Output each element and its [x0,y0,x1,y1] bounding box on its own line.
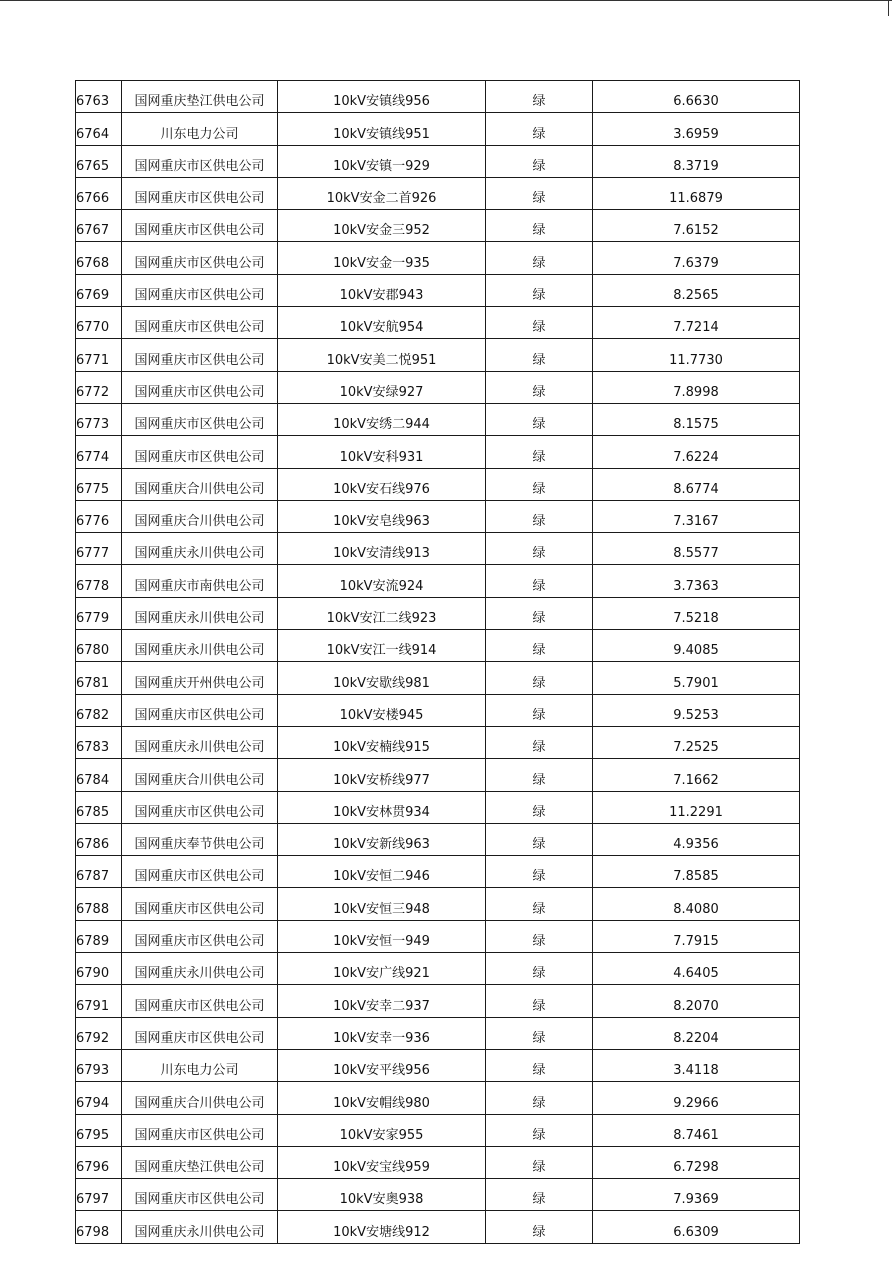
row-number-cell: 6769 [76,274,122,306]
row-number-cell: 6772 [76,371,122,403]
row-number-cell: 6791 [76,985,122,1017]
line-name-cell: 10kV安家955 [278,1114,486,1146]
table-body [76,81,800,1244]
table-row [76,371,800,403]
table-row [76,565,800,597]
line-name-cell: 10kV安林贯934 [278,791,486,823]
status-color-cell: 绿 [486,1146,593,1178]
table-row [76,888,800,920]
company-name-cell: 国网重庆市区供电公司 [122,371,278,403]
status-color-cell: 绿 [486,113,593,145]
value-cell: 8.2204 [593,1017,800,1049]
row-number-cell: 6790 [76,953,122,985]
value-cell: 8.6774 [593,468,800,500]
company-name-cell: 国网重庆市区供电公司 [122,339,278,371]
value-cell: 6.6309 [593,1211,800,1243]
table-row [76,726,800,758]
row-number-cell: 6782 [76,694,122,726]
company-name-cell: 国网重庆市区供电公司 [122,1114,278,1146]
row-number-cell: 6798 [76,1211,122,1243]
status-color-cell: 绿 [486,500,593,532]
company-name-cell: 国网重庆市区供电公司 [122,985,278,1017]
status-color-cell: 绿 [486,920,593,952]
line-name-cell: 10kV安金二首926 [278,177,486,209]
company-name-cell: 国网重庆市区供电公司 [122,920,278,952]
table-row [76,468,800,500]
status-color-cell: 绿 [486,1049,593,1081]
company-name-cell: 川东电力公司 [122,1049,278,1081]
table-row [76,81,800,113]
row-number-cell: 6777 [76,533,122,565]
company-name-cell: 国网重庆市区供电公司 [122,1179,278,1211]
table-row [76,1017,800,1049]
company-name-cell: 国网重庆永川供电公司 [122,726,278,758]
company-name-cell: 国网重庆市区供电公司 [122,145,278,177]
value-cell: 11.7730 [593,339,800,371]
status-color-cell: 绿 [486,242,593,274]
status-color-cell: 绿 [486,1017,593,1049]
status-color-cell: 绿 [486,856,593,888]
row-number-cell: 6779 [76,597,122,629]
company-name-cell: 国网重庆市南供电公司 [122,565,278,597]
table-row [76,1049,800,1081]
row-number-cell: 6770 [76,307,122,339]
value-cell: 7.8998 [593,371,800,403]
value-cell: 6.7298 [593,1146,800,1178]
row-number-cell: 6792 [76,1017,122,1049]
company-name-cell: 国网重庆垫江供电公司 [122,1146,278,1178]
line-name-cell: 10kV安宝线959 [278,1146,486,1178]
line-name-cell: 10kV安江一线914 [278,630,486,662]
status-color-cell: 绿 [486,565,593,597]
row-number-cell: 6797 [76,1179,122,1211]
line-name-cell: 10kV安楼945 [278,694,486,726]
status-color-cell: 绿 [486,468,593,500]
value-cell: 8.2070 [593,985,800,1017]
table-row [76,630,800,662]
line-name-cell: 10kV安楠线915 [278,726,486,758]
line-name-cell: 10kV安帽线980 [278,1082,486,1114]
line-name-cell: 10kV安广线921 [278,953,486,985]
data-table [75,80,800,1244]
row-number-cell: 6793 [76,1049,122,1081]
value-cell: 8.2565 [593,274,800,306]
row-number-cell: 6795 [76,1114,122,1146]
row-number-cell: 6780 [76,630,122,662]
row-number-cell: 6775 [76,468,122,500]
table-row [76,985,800,1017]
line-name-cell: 10kV安镇线956 [278,81,486,113]
row-number-cell: 6765 [76,145,122,177]
company-name-cell: 国网重庆永川供电公司 [122,1211,278,1243]
status-color-cell: 绿 [486,81,593,113]
status-color-cell: 绿 [486,145,593,177]
table-row [76,1146,800,1178]
company-name-cell: 国网重庆市区供电公司 [122,307,278,339]
company-name-cell: 国网重庆合川供电公司 [122,759,278,791]
value-cell: 9.4085 [593,630,800,662]
row-number-cell: 6778 [76,565,122,597]
row-number-cell: 6788 [76,888,122,920]
company-name-cell: 国网重庆市区供电公司 [122,791,278,823]
line-name-cell: 10kV安塘线912 [278,1211,486,1243]
status-color-cell: 绿 [486,533,593,565]
value-cell: 7.3167 [593,500,800,532]
table-row [76,533,800,565]
value-cell: 3.7363 [593,565,800,597]
line-name-cell: 10kV安金三952 [278,210,486,242]
value-cell: 3.6959 [593,113,800,145]
row-number-cell: 6776 [76,500,122,532]
status-color-cell: 绿 [486,1114,593,1146]
line-name-cell: 10kV安江二线923 [278,597,486,629]
line-name-cell: 10kV安绿927 [278,371,486,403]
status-color-cell: 绿 [486,823,593,855]
company-name-cell: 国网重庆开州供电公司 [122,662,278,694]
status-color-cell: 绿 [486,791,593,823]
value-cell: 5.7901 [593,662,800,694]
table-row [76,953,800,985]
status-color-cell: 绿 [486,403,593,435]
value-cell: 3.4118 [593,1049,800,1081]
row-number-cell: 6785 [76,791,122,823]
table-row [76,791,800,823]
line-name-cell: 10kV安新线963 [278,823,486,855]
row-number-cell: 6794 [76,1082,122,1114]
line-name-cell: 10kV安镇一929 [278,145,486,177]
value-cell: 11.2291 [593,791,800,823]
value-cell: 7.7214 [593,307,800,339]
value-cell: 7.6379 [593,242,800,274]
value-cell: 4.9356 [593,823,800,855]
value-cell: 8.3719 [593,145,800,177]
line-name-cell: 10kV安恒二946 [278,856,486,888]
table-row [76,1082,800,1114]
status-color-cell: 绿 [486,177,593,209]
value-cell: 9.5253 [593,694,800,726]
line-name-cell: 10kV安皂线963 [278,500,486,532]
row-number-cell: 6771 [76,339,122,371]
company-name-cell: 国网重庆市区供电公司 [122,242,278,274]
row-number-cell: 6773 [76,403,122,435]
company-name-cell: 国网重庆市区供电公司 [122,210,278,242]
value-cell: 9.2966 [593,1082,800,1114]
company-name-cell: 国网重庆市区供电公司 [122,694,278,726]
table-row [76,856,800,888]
line-name-cell: 10kV安恒三948 [278,888,486,920]
company-name-cell: 国网重庆合川供电公司 [122,1082,278,1114]
status-color-cell: 绿 [486,985,593,1017]
row-number-cell: 6763 [76,81,122,113]
company-name-cell: 国网重庆永川供电公司 [122,630,278,662]
table-row [76,1114,800,1146]
value-cell: 8.7461 [593,1114,800,1146]
table-row [76,177,800,209]
line-name-cell: 10kV安幸二937 [278,985,486,1017]
line-name-cell: 10kV安清线913 [278,533,486,565]
value-cell: 4.6405 [593,953,800,985]
row-number-cell: 6796 [76,1146,122,1178]
company-name-cell: 国网重庆合川供电公司 [122,468,278,500]
status-color-cell: 绿 [486,1179,593,1211]
table-row [76,662,800,694]
value-cell: 8.4080 [593,888,800,920]
status-color-cell: 绿 [486,953,593,985]
line-name-cell: 10kV安流924 [278,565,486,597]
table-row [76,274,800,306]
value-cell: 8.5577 [593,533,800,565]
value-cell: 7.6152 [593,210,800,242]
status-color-cell: 绿 [486,307,593,339]
row-number-cell: 6781 [76,662,122,694]
line-name-cell: 10kV安金一935 [278,242,486,274]
company-name-cell: 国网重庆市区供电公司 [122,436,278,468]
table-row [76,759,800,791]
company-name-cell: 国网重庆奉节供电公司 [122,823,278,855]
status-color-cell: 绿 [486,1082,593,1114]
line-name-cell: 10kV安镇线951 [278,113,486,145]
value-cell: 8.1575 [593,403,800,435]
status-color-cell: 绿 [486,371,593,403]
line-name-cell: 10kV安桥线977 [278,759,486,791]
table-row [76,339,800,371]
table-row [76,436,800,468]
line-name-cell: 10kV安恒一949 [278,920,486,952]
value-cell: 7.2525 [593,726,800,758]
value-cell: 7.8585 [593,856,800,888]
value-cell: 7.5218 [593,597,800,629]
company-name-cell: 国网重庆市区供电公司 [122,403,278,435]
table-row [76,145,800,177]
table-row [76,403,800,435]
table-row [76,694,800,726]
row-number-cell: 6766 [76,177,122,209]
table-row [76,500,800,532]
status-color-cell: 绿 [486,597,593,629]
line-name-cell: 10kV安幸一936 [278,1017,486,1049]
company-name-cell: 国网重庆永川供电公司 [122,597,278,629]
value-cell: 7.7915 [593,920,800,952]
line-name-cell: 10kV安科931 [278,436,486,468]
company-name-cell: 国网重庆市区供电公司 [122,856,278,888]
table-row [76,307,800,339]
line-name-cell: 10kV安奥938 [278,1179,486,1211]
table-row [76,242,800,274]
company-name-cell: 国网重庆市区供电公司 [122,274,278,306]
line-name-cell: 10kV安歇线981 [278,662,486,694]
table-row [76,1211,800,1243]
status-color-cell: 绿 [486,726,593,758]
value-cell: 7.9369 [593,1179,800,1211]
status-color-cell: 绿 [486,274,593,306]
row-number-cell: 6789 [76,920,122,952]
status-color-cell: 绿 [486,436,593,468]
line-name-cell: 10kV安平线956 [278,1049,486,1081]
company-name-cell: 国网重庆永川供电公司 [122,533,278,565]
company-name-cell: 川东电力公司 [122,113,278,145]
table-row [76,113,800,145]
table-row [76,823,800,855]
status-color-cell: 绿 [486,1211,593,1243]
status-color-cell: 绿 [486,694,593,726]
company-name-cell: 国网重庆合川供电公司 [122,500,278,532]
row-number-cell: 6774 [76,436,122,468]
page-top-border [0,0,892,1]
table-row [76,1179,800,1211]
row-number-cell: 6784 [76,759,122,791]
row-number-cell: 6783 [76,726,122,758]
company-name-cell: 国网重庆市区供电公司 [122,1017,278,1049]
value-cell: 7.6224 [593,436,800,468]
row-number-cell: 6768 [76,242,122,274]
row-number-cell: 6767 [76,210,122,242]
row-number-cell: 6787 [76,856,122,888]
status-color-cell: 绿 [486,630,593,662]
row-number-cell: 6786 [76,823,122,855]
value-cell: 7.1662 [593,759,800,791]
value-cell: 6.6630 [593,81,800,113]
company-name-cell: 国网重庆垫江供电公司 [122,81,278,113]
table-row [76,597,800,629]
status-color-cell: 绿 [486,339,593,371]
value-cell: 11.6879 [593,177,800,209]
line-name-cell: 10kV安郡943 [278,274,486,306]
status-color-cell: 绿 [486,210,593,242]
company-name-cell: 国网重庆永川供电公司 [122,953,278,985]
status-color-cell: 绿 [486,888,593,920]
table-row [76,920,800,952]
table-row [76,210,800,242]
line-name-cell: 10kV安美二悦951 [278,339,486,371]
company-name-cell: 国网重庆市区供电公司 [122,177,278,209]
page-right-border [888,0,889,16]
line-name-cell: 10kV安石线976 [278,468,486,500]
company-name-cell: 国网重庆市区供电公司 [122,888,278,920]
row-number-cell: 6764 [76,113,122,145]
status-color-cell: 绿 [486,759,593,791]
status-color-cell: 绿 [486,662,593,694]
line-name-cell: 10kV安航954 [278,307,486,339]
line-name-cell: 10kV安绣二944 [278,403,486,435]
